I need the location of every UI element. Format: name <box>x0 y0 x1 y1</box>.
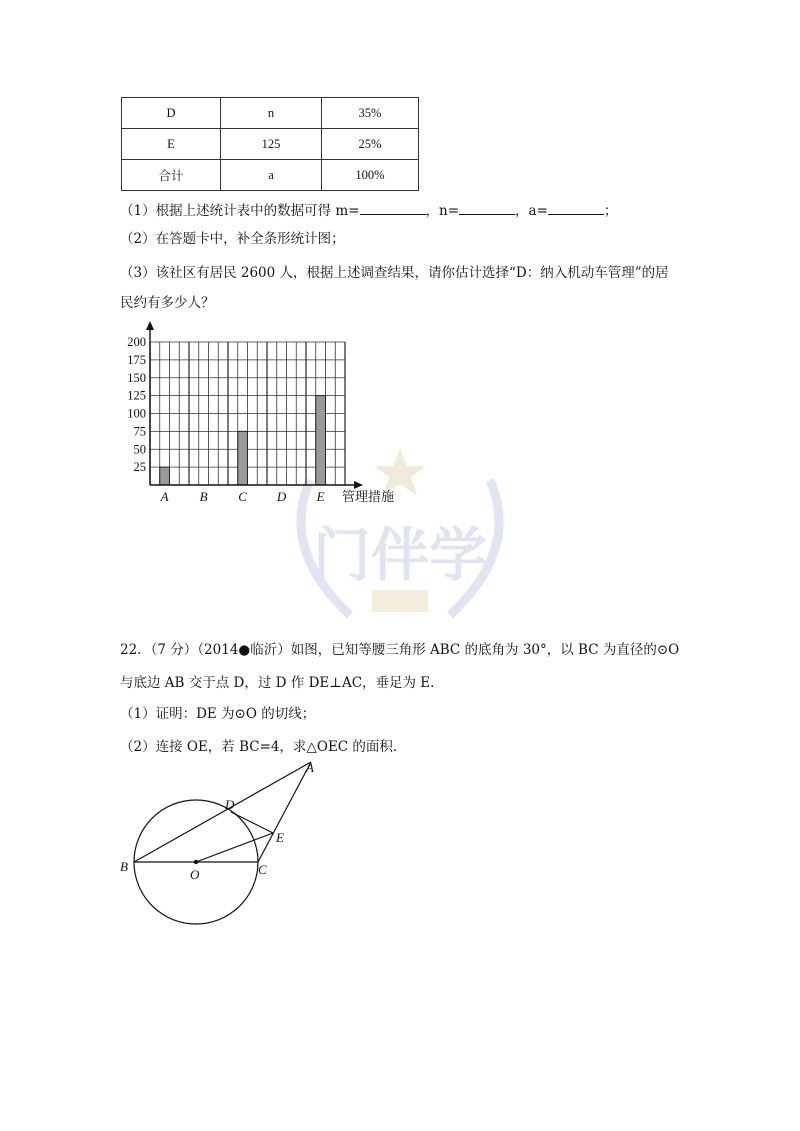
q22-line2: 与底边 AB 交于点 D，过 D 作 DE⊥AC，垂足为 E． <box>120 675 444 691</box>
table-row <box>122 98 419 129</box>
chart-x-ticks <box>160 489 325 504</box>
answer-blank-a <box>548 201 604 215</box>
bar-e <box>316 396 326 485</box>
bar-a <box>160 467 170 485</box>
x-tick-label: D <box>276 489 287 504</box>
table-cell-measure: E <box>122 129 221 160</box>
y-tick-label: 75 <box>133 424 146 439</box>
geometry-figure <box>110 750 350 940</box>
table-cell-measure: D <box>122 98 221 129</box>
y-tick-label: 200 <box>127 335 146 349</box>
q21-part1-prefix: （1）根据上述统计表中的数据可得 m= <box>120 203 360 219</box>
answer-blank-n <box>459 201 515 215</box>
label-b: B <box>120 859 128 874</box>
y-tick-label: 150 <box>127 370 146 385</box>
y-tick-label: 175 <box>127 352 146 367</box>
label-d: D <box>225 797 235 812</box>
q21-part1-suffix: ； <box>603 203 618 219</box>
x-axis-label: 管理措施 <box>342 490 395 505</box>
q21-part3-line1: （3）该社区有居民 2600 人，根据上述调查结果，请你估计选择“D：纳入机动车管理”的居 <box>120 265 669 281</box>
table-cell-percent: 35% <box>322 98 419 129</box>
answer-blank-m <box>360 201 426 215</box>
chart-y-ticks <box>127 335 146 474</box>
q21-part1-sep-n: ，n= <box>425 203 460 219</box>
bar-c <box>238 431 248 485</box>
x-tick-label: C <box>238 489 247 504</box>
table-cell-count: n <box>221 98 322 129</box>
table-cell-percent: 100% <box>322 160 419 191</box>
q21-part2: （2）在答题卡中，补全条形统计图； <box>120 231 345 247</box>
label-c: C <box>258 862 267 877</box>
q21-part1-sep-a: ，a= <box>515 203 548 219</box>
x-tick-label: B <box>199 489 208 504</box>
label-e: E <box>276 830 284 845</box>
statistics-table <box>121 97 419 191</box>
table-row <box>122 129 419 160</box>
y-tick-label: 50 <box>133 442 146 457</box>
y-tick-label: 125 <box>127 388 146 403</box>
q21-part1 <box>120 201 617 220</box>
label-a: A <box>306 760 314 775</box>
table-cell-measure: 合计 <box>122 160 221 191</box>
label-o: O <box>190 867 200 882</box>
segment-oe <box>196 833 273 862</box>
q22-line4: （2）连接 OE，若 BC=4，求△OEC 的面积． <box>120 739 407 755</box>
q22-line3: （1）证明：DE 为⊙O 的切线； <box>120 706 316 722</box>
y-tick-label: 100 <box>127 406 146 421</box>
table-cell-percent: 25% <box>322 129 419 160</box>
center-point-o <box>194 860 198 864</box>
watermark-text: 门伴学 <box>312 521 488 589</box>
x-tick-label: E <box>316 489 325 504</box>
table-cell-count: 125 <box>221 129 322 160</box>
bar-chart <box>110 318 440 513</box>
x-tick-label: A <box>160 489 169 504</box>
y-tick-label: 25 <box>133 460 146 475</box>
y-axis-arrow <box>146 321 154 330</box>
table-row <box>122 160 419 191</box>
x-axis-arrow <box>354 481 363 489</box>
segment-de <box>231 812 273 833</box>
table-cell-count: a <box>221 160 322 191</box>
q21-part3-line2: 民约有多少人？ <box>120 295 215 311</box>
q22-line1: 22．（7 分）（2014●临沂）如图，已知等腰三角形 ABC 的底角为 30°，以 BC 为直径的⊙O <box>120 642 680 658</box>
chart-bars <box>160 396 326 485</box>
chart-axes <box>146 321 363 489</box>
